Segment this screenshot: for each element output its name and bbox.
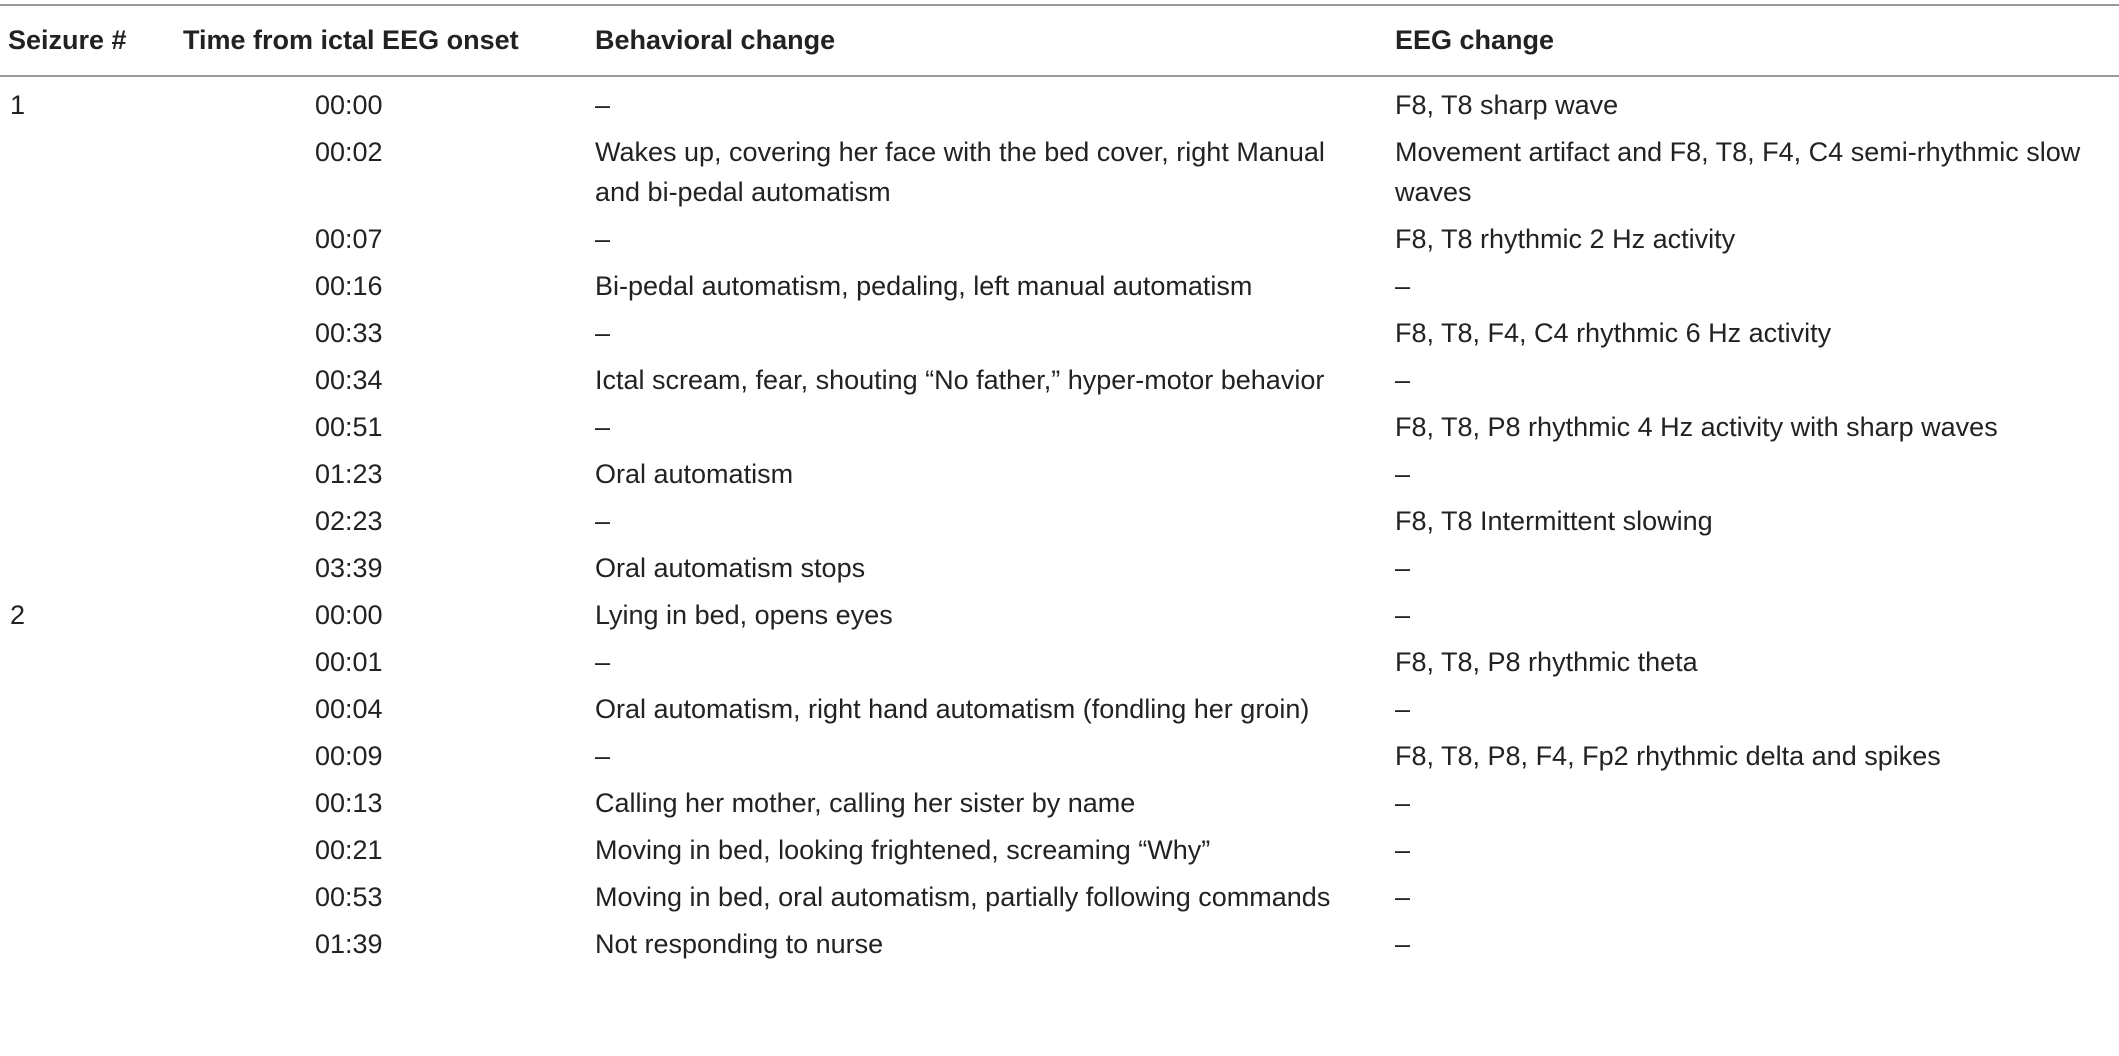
cell-eeg: F8, T8, F4, C4 rhythmic 6 Hz activity	[1395, 318, 1832, 348]
cell-seizure	[0, 685, 183, 732]
cell-eeg: –	[1395, 459, 1411, 489]
header-time: Time from ictal EEG onset	[183, 25, 519, 55]
cell-behavior: –	[595, 741, 611, 771]
table-row	[0, 638, 2119, 685]
cell-time: 00:01	[315, 647, 383, 677]
cell-eeg: –	[1395, 553, 1411, 583]
cell-eeg: –	[1395, 365, 1411, 395]
cell-time: 03:39	[315, 553, 383, 583]
cell-behavior: –	[595, 412, 611, 442]
cell-time: 01:39	[315, 929, 383, 959]
cell-time: 02:23	[315, 506, 383, 536]
table-row	[0, 685, 2119, 732]
cell-seizure: 2	[10, 600, 26, 630]
cell-time: 00:51	[315, 412, 383, 442]
cell-behavior: Oral automatism	[595, 459, 794, 489]
table-row	[0, 309, 2119, 356]
table-header	[0, 6, 2119, 75]
cell-eeg: F8, T8, P8 rhythmic theta	[1395, 647, 1698, 677]
cell-seizure	[0, 450, 183, 497]
table-row	[0, 262, 2119, 309]
cell-seizure	[0, 356, 183, 403]
cell-time: 00:16	[315, 271, 383, 301]
table-row	[0, 356, 2119, 403]
cell-behavior: Ictal scream, fear, shouting “No father,” hyper-motor behavior	[595, 365, 1325, 395]
cell-eeg: F8, T8, P8, F4, Fp2 rhythmic delta and spikes	[1395, 741, 1941, 771]
cell-time: 00:00	[315, 90, 383, 120]
table-row	[0, 591, 2119, 638]
table-body	[0, 75, 2119, 967]
table-row	[0, 920, 2119, 967]
cell-behavior: –	[595, 224, 611, 254]
cell-time: 00:04	[315, 694, 383, 724]
cell-behavior: Moving in bed, looking frightened, screaming “Why”	[595, 835, 1211, 865]
header-eeg: EEG change	[1395, 25, 1555, 55]
cell-seizure	[0, 215, 183, 262]
cell-behavior: Wakes up, covering her face with the bed cover, right Manual and bi-pedal automatism	[595, 137, 1325, 207]
cell-time: 00:21	[315, 835, 383, 865]
header-seizure: Seizure #	[8, 25, 127, 55]
cell-time: 00:34	[315, 365, 383, 395]
cell-eeg: –	[1395, 600, 1411, 630]
cell-behavior: Bi-pedal automatism, pedaling, left manual automatism	[595, 271, 1253, 301]
cell-time: 00:00	[315, 600, 383, 630]
table-row	[0, 75, 2119, 128]
cell-seizure	[0, 309, 183, 356]
cell-eeg: –	[1395, 835, 1411, 865]
cell-seizure	[0, 873, 183, 920]
cell-time: 00:13	[315, 788, 383, 818]
cell-eeg: F8, T8, P8 rhythmic 4 Hz activity with sharp waves	[1395, 412, 1998, 442]
cell-behavior: –	[595, 318, 611, 348]
table-row	[0, 779, 2119, 826]
cell-behavior: –	[595, 647, 611, 677]
cell-eeg: –	[1395, 882, 1411, 912]
cell-seizure	[0, 262, 183, 309]
cell-eeg: –	[1395, 788, 1411, 818]
seizure-table	[0, 6, 2119, 967]
cell-behavior: –	[595, 506, 611, 536]
table-row	[0, 873, 2119, 920]
cell-time: 01:23	[315, 459, 383, 489]
cell-time: 00:09	[315, 741, 383, 771]
cell-time: 00:33	[315, 318, 383, 348]
table-row	[0, 215, 2119, 262]
table-row	[0, 826, 2119, 873]
cell-eeg: F8, T8 sharp wave	[1395, 90, 1619, 120]
cell-seizure	[0, 128, 183, 215]
cell-eeg: –	[1395, 929, 1411, 959]
cell-eeg: F8, T8 Intermittent slowing	[1395, 506, 1713, 536]
cell-behavior: Not responding to nurse	[595, 929, 884, 959]
header-bottom-rule	[0, 75, 2119, 77]
table-row	[0, 403, 2119, 450]
cell-eeg: –	[1395, 271, 1411, 301]
cell-behavior: –	[595, 90, 611, 120]
cell-seizure	[0, 732, 183, 779]
table-row	[0, 732, 2119, 779]
header-row	[0, 6, 2119, 75]
table-row	[0, 128, 2119, 215]
cell-seizure	[0, 638, 183, 685]
table-row	[0, 450, 2119, 497]
cell-seizure	[0, 544, 183, 591]
cell-behavior: Lying in bed, opens eyes	[595, 600, 893, 630]
cell-seizure	[0, 497, 183, 544]
cell-eeg: F8, T8 rhythmic 2 Hz activity	[1395, 224, 1736, 254]
cell-seizure	[0, 826, 183, 873]
cell-behavior: Oral automatism stops	[595, 553, 866, 583]
table-row	[0, 497, 2119, 544]
cell-behavior: Moving in bed, oral automatism, partially following commands	[595, 882, 1331, 912]
cell-time: 00:07	[315, 224, 383, 254]
cell-time: 00:02	[315, 137, 383, 167]
cell-seizure	[0, 403, 183, 450]
cell-behavior: Oral automatism, right hand automatism (fondling her groin)	[595, 694, 1310, 724]
cell-eeg: –	[1395, 694, 1411, 724]
cell-seizure	[0, 920, 183, 967]
table-row	[0, 544, 2119, 591]
cell-seizure: 1	[10, 90, 26, 120]
cell-seizure	[0, 779, 183, 826]
cell-behavior: Calling her mother, calling her sister by name	[595, 788, 1136, 818]
cell-eeg: Movement artifact and F8, T8, F4, C4 semi-rhythmic slow waves	[1395, 137, 2081, 207]
cell-time: 00:53	[315, 882, 383, 912]
header-behavior: Behavioral change	[595, 25, 836, 55]
